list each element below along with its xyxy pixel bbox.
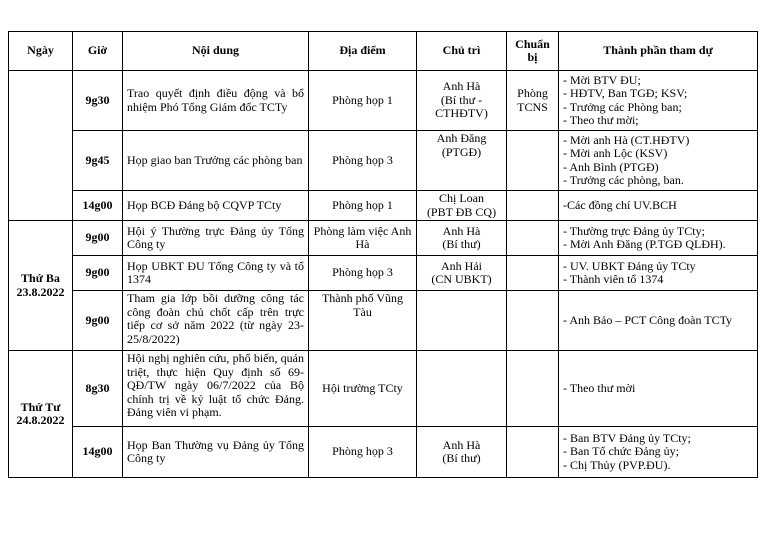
attendees-cell: - Mời BTV ĐU; - HĐTV, Ban TGĐ; KSV; - Trưởng các Phòng ban; - Theo thư mời; xyxy=(559,71,758,131)
header-day: Ngày xyxy=(9,32,73,71)
time-cell: 9g30 xyxy=(73,71,123,131)
table-row xyxy=(9,256,758,291)
location-cell: Thành phố Vũng Tàu xyxy=(309,291,417,351)
header-content: Nội dung xyxy=(123,32,309,71)
host-cell: Anh Hà (Bí thư) xyxy=(417,221,507,256)
content-cell: Họp UBKT ĐU Tổng Công ty và tổ 1374 xyxy=(123,256,309,291)
day-cell: Thứ Ba 23.8.2022 xyxy=(9,221,73,351)
header-row xyxy=(9,32,758,71)
time-cell: 9g00 xyxy=(73,291,123,351)
schedule-table xyxy=(8,31,758,478)
location-cell: Phòng họp 3 xyxy=(309,131,417,191)
table-row xyxy=(9,351,758,427)
table-row xyxy=(9,191,758,221)
prep-cell xyxy=(507,256,559,291)
location-cell: Phòng họp 1 xyxy=(309,191,417,221)
header-host: Chủ trì xyxy=(417,32,507,71)
prep-cell xyxy=(507,221,559,256)
host-cell: Anh Hà (Bí thư) xyxy=(417,427,507,478)
content-cell: Họp Ban Thường vụ Đảng ủy Tổng Công ty xyxy=(123,427,309,478)
content-cell: Trao quyết định điều động và bổ nhiệm Phó Tổng Giám đốc TCTy xyxy=(123,71,309,131)
table-row xyxy=(9,131,758,191)
content-cell: Hội ý Thường trực Đảng ủy Tổng Công ty xyxy=(123,221,309,256)
prep-cell xyxy=(507,351,559,427)
header-prep: Chuẩn bị xyxy=(507,32,559,71)
prep-cell xyxy=(507,427,559,478)
header-attendees: Thành phần tham dự xyxy=(559,32,758,71)
time-cell: 9g00 xyxy=(73,221,123,256)
time-cell: 14g00 xyxy=(73,191,123,221)
attendees-cell: - Anh Bảo – PCT Công đoàn TCTy xyxy=(559,291,758,351)
location-cell: Phòng họp 3 xyxy=(309,427,417,478)
location-cell: Phòng làm việc Anh Hà xyxy=(309,221,417,256)
attendees-cell: - Thường trực Đảng ủy TCty; - Mời Anh Đăng (P.TGĐ QLĐH). xyxy=(559,221,758,256)
header-time: Giờ xyxy=(73,32,123,71)
day-cell xyxy=(9,71,73,221)
location-cell: Phòng họp 1 xyxy=(309,71,417,131)
prep-cell xyxy=(507,191,559,221)
table-row xyxy=(9,71,758,131)
time-cell: 9g45 xyxy=(73,131,123,191)
time-cell: 9g00 xyxy=(73,256,123,291)
day-cell: Thứ Tư 24.8.2022 xyxy=(9,351,73,478)
location-cell: Phòng họp 3 xyxy=(309,256,417,291)
time-cell: 8g30 xyxy=(73,351,123,427)
location-cell: Hội trường TCty xyxy=(309,351,417,427)
content-cell: Họp BCĐ Đảng bộ CQVP TCty xyxy=(123,191,309,221)
attendees-cell: - UV. UBKT Đảng ủy TCty - Thành viên tổ 1374 xyxy=(559,256,758,291)
table-row xyxy=(9,291,758,351)
host-cell: Chị Loan (PBT ĐB CQ) xyxy=(417,191,507,221)
table-row xyxy=(9,221,758,256)
host-cell xyxy=(417,351,507,427)
header-location: Địa điểm xyxy=(309,32,417,71)
content-cell: Tham gia lớp bồi dưỡng công tác công đoàn chủ chốt cấp trên trực tiếp cơ sở năm 2022 (từ ngày 23-25/8/2022) xyxy=(123,291,309,351)
attendees-cell: -Các đồng chí UV.BCH xyxy=(559,191,758,221)
content-cell: Họp giao ban Trưởng các phòng ban xyxy=(123,131,309,191)
host-cell: Anh Đăng (PTGĐ) xyxy=(417,131,507,191)
table-row xyxy=(9,427,758,478)
prep-cell: Phòng TCNS xyxy=(507,71,559,131)
host-cell: Anh Hải (CN UBKT) xyxy=(417,256,507,291)
prep-cell xyxy=(507,291,559,351)
host-cell: Anh Hà (Bí thư - CTHĐTV) xyxy=(417,71,507,131)
prep-cell xyxy=(507,131,559,191)
attendees-cell: - Mời anh Hà (CT.HĐTV) - Mời anh Lộc (KSV) - Anh Bình (PTGĐ) - Trưởng các phòng, ban. xyxy=(559,131,758,191)
attendees-cell: - Ban BTV Đảng ủy TCty; - Ban Tổ chức Đảng ủy; - Chị Thủy (PVP.ĐU). xyxy=(559,427,758,478)
host-cell xyxy=(417,291,507,351)
time-cell: 14g00 xyxy=(73,427,123,478)
content-cell: Hội nghị nghiên cứu, phổ biến, quán triệt, thực hiện Quy định số 69-QĐ/TW ngày 06/7/2022 của Bộ chính trị về kỷ luật tổ chức Đảng. Đảng viên vi phạm. xyxy=(123,351,309,427)
attendees-cell: - Theo thư mời xyxy=(559,351,758,427)
